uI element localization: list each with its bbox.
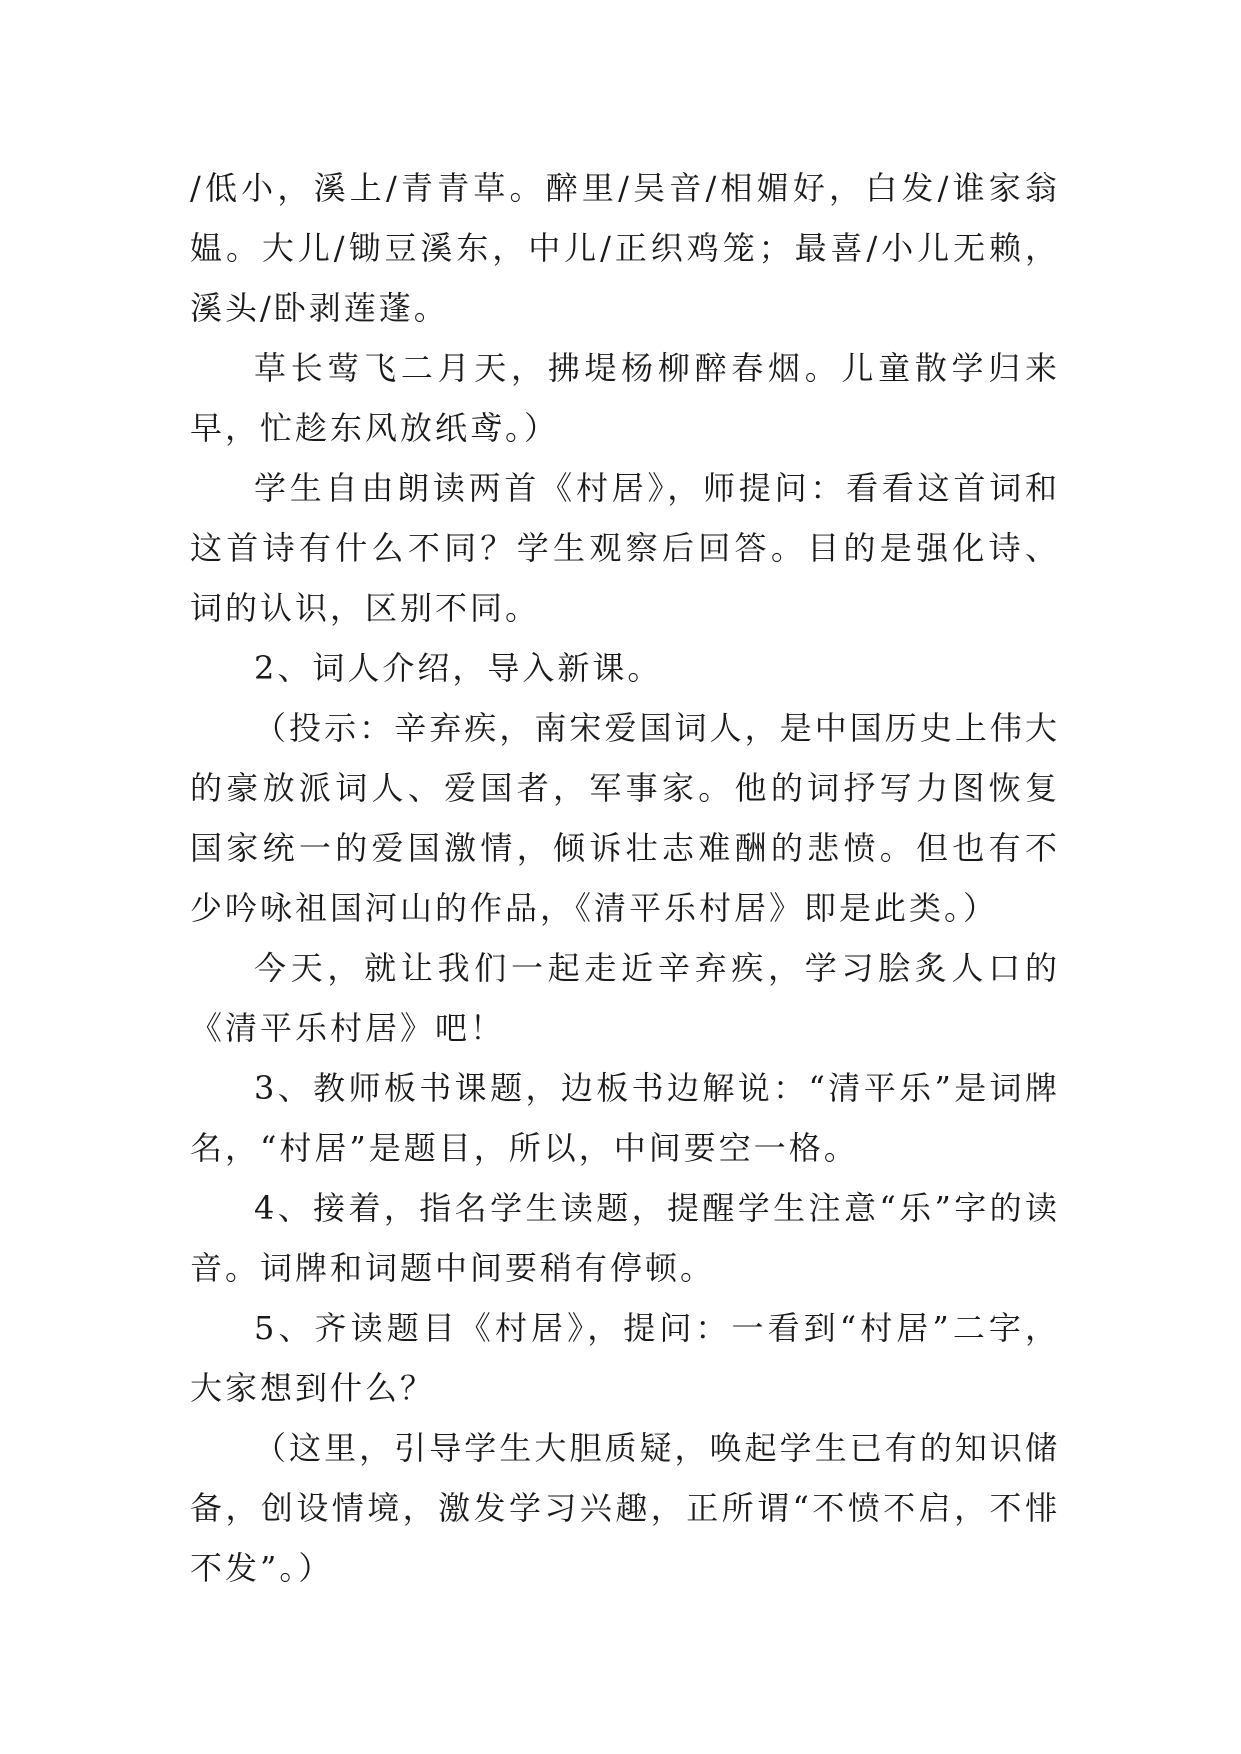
paragraph-9: 5、齐读题目《村居》，提问：一看到“村居”二字，大家想到什么？ [190,1309,1060,1407]
paragraph-10: （这里，引导学生大胆质疑，唤起学生已有的知识储备，创设情境，激发学习兴趣，正所谓“不愤不启，不悱不发”。） [190,1429,1060,1587]
paragraph-6: 今天，就让我们一起走近辛弃疾，学习脍炙人口的《清平乐村居》吧！ [190,949,1060,1047]
paragraph-1: /低小，溪上/青青草。醉里/吴音/相媚好，白发/谁家翁媪。大儿/锄豆溪东，中儿/正织鸡笼；最喜/小儿无赖，溪头/卧剥莲蓬。 [190,169,1060,327]
paragraph-2: 草长莺飞二月天，拂堤杨柳醉春烟。儿童散学归来早，忙趁东风放纸鸢。） [190,349,1060,447]
paragraph-5: （投示：辛弃疾，南宋爱国词人，是中国历史上伟大的豪放派词人、爱国者，军事家。他的词抒写力图恢复国家统一的爱国激情，倾诉壮志难酬的悲愤。但也有不少吟咏祖国河山的作品，《清平乐村居》即是此类。） [190,709,1060,927]
paragraph-7: 3、教师板书课题，边板书边解说：“清平乐”是词牌名，“村居”是题目，所以，中间要空一格。 [190,1069,1060,1167]
document-body [190,158,1060,1598]
paragraph-4: 2、词人介绍，导入新课。 [254,649,663,687]
paragraph-8: 4、接着，指名学生读题，提醒学生注意“乐”字的读音。词牌和词题中间要稍有停顿。 [190,1189,1060,1287]
paragraph-3: 学生自由朗读两首《村居》，师提问：看看这首词和这首诗有什么不同？学生观察后回答。目的是强化诗、词的认识，区别不同。 [190,469,1060,627]
